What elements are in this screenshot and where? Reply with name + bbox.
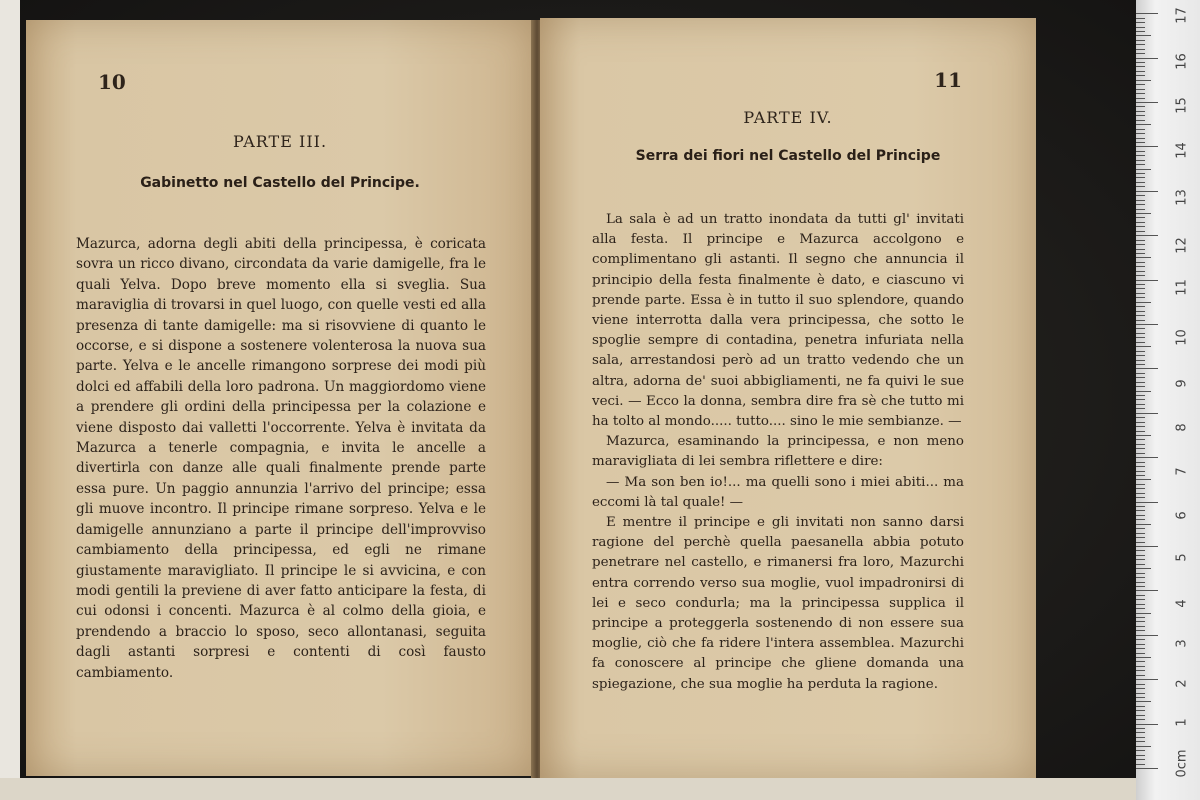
ruler-label: 2 <box>1174 679 1190 688</box>
ruler-tick <box>1136 98 1145 99</box>
ruler-tick <box>1136 510 1145 511</box>
ruler-tick <box>1136 58 1158 59</box>
ruler-tick <box>1136 577 1145 578</box>
ruler-tick <box>1136 18 1145 19</box>
ruler-tick <box>1136 213 1151 214</box>
right-paragraph-1: La sala è ad un tratto inondata da tutti gl' invitati alla festa. Il principe e Mazurca accolgono e complimentano gli astanti. Il segno che annuncia il principio della festa finalmente è dato, e ciascuno vi prende parte. Essa è in tutto il suo splendore, quando viene interrotta dalla vera principessa, che sotto le spoglie sempre di contadina, penetra infuriata nella sala, arrestandosi però ad un tratto vedendo che un altra, adorna de' suoi abbigliamenti, ne fa quivi le sue veci. — Ecco la donna, sembra dire fra sè che tutto mi ha tolto al mondo..... tutto.... sino le mie sembianze. — <box>592 212 964 430</box>
ruler-tick <box>1136 542 1145 543</box>
ruler-tick <box>1136 364 1145 365</box>
ruler-tick <box>1136 249 1145 250</box>
ruler-tick <box>1136 670 1145 671</box>
ruler-label: 15 <box>1174 97 1190 114</box>
ruler-tick <box>1136 444 1145 445</box>
ruler-label: 1 <box>1174 718 1190 727</box>
ruler-tick <box>1136 66 1145 67</box>
ruler-tick <box>1136 710 1145 711</box>
ruler-tick <box>1136 533 1145 534</box>
right-paragraph-3: — Ma son ben io!... ma quelli sono i miei abiti... ma eccomi là tal quale! — <box>592 474 964 510</box>
ruler-tick <box>1136 186 1145 187</box>
ruler-tick <box>1136 377 1145 378</box>
ruler-tick <box>1136 351 1145 352</box>
ruler-tick <box>1136 488 1145 489</box>
ruler-tick <box>1136 457 1158 458</box>
ruler-tick <box>1136 550 1145 551</box>
ruler-tick <box>1136 404 1145 405</box>
right-paragraph-2: Mazurca, esaminando la principessa, e non meno maravigliata di lei sembra riflettere e dire: <box>592 434 964 470</box>
ruler-tick <box>1136 679 1158 680</box>
ruler-tick <box>1136 266 1145 267</box>
ruler-tick <box>1136 719 1145 720</box>
ruler-tick <box>1136 435 1151 436</box>
ruler-tick <box>1136 89 1145 90</box>
ruler-tick <box>1136 311 1145 312</box>
ruler-tick <box>1136 471 1145 472</box>
ruler-tick <box>1136 333 1145 334</box>
ruler-tick <box>1136 337 1145 338</box>
ruler-tick <box>1136 124 1151 125</box>
ruler-tick <box>1136 146 1158 147</box>
ruler-tick <box>1136 120 1145 121</box>
ruler-tick <box>1136 746 1151 747</box>
ruler-tick <box>1136 111 1145 112</box>
right-body-text <box>592 210 964 695</box>
ruler-tick <box>1136 231 1145 232</box>
ruler-tick <box>1136 506 1145 507</box>
ruler-label: 13 <box>1174 189 1190 206</box>
ruler-label: 14 <box>1174 142 1190 159</box>
ruler-tick <box>1136 537 1145 538</box>
ruler-tick <box>1136 608 1145 609</box>
ruler-tick <box>1136 257 1151 258</box>
ruler-label: 4 <box>1174 599 1190 608</box>
ruler-tick <box>1136 630 1145 631</box>
ruler-tick <box>1136 169 1151 170</box>
ruler-tick <box>1136 475 1145 476</box>
page-number-right: 11 <box>934 68 962 92</box>
ruler-tick <box>1136 204 1145 205</box>
ruler-tick <box>1136 386 1145 387</box>
ruler-tick <box>1136 546 1158 547</box>
ruler-tick <box>1136 346 1151 347</box>
ruler-label: 10 <box>1174 329 1190 346</box>
ruler-tick <box>1136 280 1158 281</box>
ruler-tick <box>1136 262 1145 263</box>
ruler-tick <box>1136 222 1145 223</box>
ruler-tick <box>1136 209 1145 210</box>
ruler-tick <box>1136 582 1145 583</box>
ruler-tick <box>1136 302 1151 303</box>
ruler-tick <box>1136 133 1145 134</box>
right-page <box>540 18 1036 778</box>
ruler-tick <box>1136 439 1145 440</box>
ruler-tick <box>1136 462 1145 463</box>
ruler-tick <box>1136 129 1145 130</box>
right-paragraph-4: E mentre il principe e gli invitati non sanno darsi ragione del perchè quella paesanella abbia potuto penetrare nel castello, e rimanersi fra loro, Mazurchi entra correndo verso sua moglie, vuol impadronirsi di lei e seco condurla; ma la principessa supplica il principe a proteggerla sostenendo di non essere sua moglie, ciò che fa ridere l'intera assemblea. Mazurchi fa conoscere al principe che gliene domanda una spiegazione, che sua moglie ha perduta la ragione. <box>592 515 964 692</box>
ruler-tick <box>1136 502 1158 503</box>
ruler-tick <box>1136 315 1145 316</box>
ruler-tick <box>1136 195 1145 196</box>
ruler-tick <box>1136 27 1145 28</box>
ruler-tick <box>1136 715 1145 716</box>
ruler-tick <box>1136 75 1145 76</box>
ruler-tick <box>1136 426 1145 427</box>
ruler-tick <box>1136 621 1145 622</box>
ruler-tick <box>1136 253 1145 254</box>
ruler-tick <box>1136 697 1145 698</box>
ruler-tick <box>1136 324 1158 325</box>
ruler-tick <box>1136 275 1145 276</box>
ruler-tick <box>1136 497 1145 498</box>
ruler-tick <box>1136 40 1145 41</box>
ruler-tick <box>1136 320 1145 321</box>
ruler-label: 9 <box>1174 379 1190 388</box>
left-body-text <box>76 234 486 683</box>
ruler-tick <box>1136 448 1145 449</box>
ruler-label: 0cm <box>1174 749 1190 778</box>
ruler-tick <box>1136 519 1145 520</box>
ruler-tick <box>1136 244 1145 245</box>
ruler-tick <box>1136 666 1145 667</box>
ruler-tick <box>1136 564 1145 565</box>
measuring-ruler <box>1136 0 1200 800</box>
ruler-label: 3 <box>1174 639 1190 648</box>
ruler-label: 8 <box>1174 423 1190 432</box>
ruler-tick <box>1136 284 1145 285</box>
ruler-tick <box>1136 235 1158 236</box>
ruler-tick <box>1136 586 1145 587</box>
ruler-tick <box>1136 701 1151 702</box>
ruler-tick <box>1136 102 1158 103</box>
scene-title-left: Gabinetto nel Castello del Principe. <box>140 175 420 191</box>
page-number-left: 10 <box>98 70 126 94</box>
ruler-tick <box>1136 164 1145 165</box>
ruler-tick <box>1136 399 1145 400</box>
ruler-tick <box>1136 49 1145 50</box>
ruler-tick <box>1136 240 1145 241</box>
ruler-tick <box>1136 297 1145 298</box>
ruler-tick <box>1136 80 1151 81</box>
ruler-tick <box>1136 155 1145 156</box>
ruler-tick <box>1136 706 1145 707</box>
ruler-tick <box>1136 595 1145 596</box>
ruler-tick <box>1136 732 1145 733</box>
ruler-tick <box>1136 590 1158 591</box>
ruler-tick <box>1136 200 1145 201</box>
ruler-tick <box>1136 382 1145 383</box>
ruler-tick <box>1136 604 1145 605</box>
ruler-tick <box>1136 306 1145 307</box>
ruler-tick <box>1136 648 1145 649</box>
ruler-label: 12 <box>1174 237 1190 254</box>
ruler-tick <box>1136 177 1145 178</box>
ruler-tick <box>1136 44 1145 45</box>
ruler-tick <box>1136 466 1145 467</box>
ruler-tick <box>1136 568 1151 569</box>
ruler-tick <box>1136 373 1145 374</box>
ruler-label: 16 <box>1174 53 1190 70</box>
ruler-tick <box>1136 613 1151 614</box>
ruler-label: 11 <box>1174 279 1190 296</box>
ruler-tick <box>1136 750 1145 751</box>
ruler-tick <box>1136 417 1145 418</box>
ruler-tick <box>1136 484 1145 485</box>
ruler-tick <box>1136 639 1145 640</box>
ruler-tick <box>1136 217 1145 218</box>
ruler-tick <box>1136 555 1145 556</box>
ruler-tick <box>1136 138 1145 139</box>
ruler-tick <box>1136 160 1145 161</box>
ruler-tick <box>1136 22 1145 23</box>
ruler-tick <box>1136 391 1151 392</box>
ruler-tick <box>1136 559 1145 560</box>
background-card <box>0 0 20 800</box>
ruler-tick <box>1136 693 1145 694</box>
ruler-tick <box>1136 271 1145 272</box>
ruler-tick <box>1136 413 1158 414</box>
part-title-right: PARTE IV. <box>743 108 833 127</box>
ruler-tick <box>1136 599 1145 600</box>
ruler-tick <box>1136 151 1145 152</box>
ruler-tick <box>1136 755 1145 756</box>
ruler-tick <box>1136 408 1145 409</box>
ruler-tick <box>1136 84 1145 85</box>
ruler-tick <box>1136 653 1145 654</box>
part-title-left: PARTE III. <box>232 132 328 151</box>
ruler-tick <box>1136 737 1145 738</box>
ruler-tick <box>1136 422 1145 423</box>
ruler-tick <box>1136 142 1145 143</box>
ruler-tick <box>1136 360 1145 361</box>
ruler-tick <box>1136 106 1145 107</box>
ruler-tick <box>1136 661 1145 662</box>
ruler-tick <box>1136 724 1158 725</box>
ruler-tick <box>1136 515 1145 516</box>
ruler-tick <box>1136 191 1158 192</box>
ruler-tick <box>1136 31 1145 32</box>
ruler-tick <box>1136 479 1151 480</box>
ruler-tick <box>1136 431 1145 432</box>
ruler-tick <box>1136 644 1145 645</box>
ruler-tick <box>1136 53 1145 54</box>
ruler-tick <box>1136 115 1145 116</box>
ruler-tick <box>1136 684 1145 685</box>
ruler-tick <box>1136 62 1145 63</box>
ruler-tick <box>1136 573 1145 574</box>
ruler-tick <box>1136 453 1145 454</box>
ruler-tick <box>1136 355 1145 356</box>
ruler-label: 6 <box>1174 511 1190 520</box>
ruler-tick <box>1136 13 1158 14</box>
ruler-tick <box>1136 226 1145 227</box>
ruler-tick <box>1136 617 1145 618</box>
ruler-tick <box>1136 528 1145 529</box>
ruler-tick <box>1136 173 1145 174</box>
ruler-tick <box>1136 728 1145 729</box>
ruler-tick <box>1136 35 1151 36</box>
ruler-tick <box>1136 368 1158 369</box>
ruler-tick <box>1136 493 1145 494</box>
background-strip <box>0 778 1140 800</box>
ruler-tick <box>1136 524 1151 525</box>
ruler-tick <box>1136 395 1145 396</box>
left-paragraph: Mazurca, adorna degli abiti della principessa, è coricata sovra un ricco divano, circondata da varie damigelle, fra le quali Yelva. Dopo breve momento ella si sveglia. Sua maraviglia di trovarsi in quel luogo, con quelle vesti ed alla presenza di tante damigelle: ma si risovviene di quanto le occorse, e si dispone a sostenere volenterosa la nuova sua parte. Yelva e le ancelle rimangono sorprese dei modi più dolci ed affabili della loro padrona. Un maggiordomo viene a prendere gli ordini della principessa per la colazione e viene disposto dai valletti l'occorrente. Yelva è invitata da Mazurca a tenerle compagnia, e invita le ancelle a divertirla con danze alle quali finalmente prende parte essa pure. Un paggio annunzia l'arrivo del principe; essa gli muove incontro. Il principe rimane sorpreso. Yelva e le damigelle annunziano a parte il principe dell'improvviso cambiamento della principessa, ed egli ne rimane giustamente maravigliato. Il principe le si avvicina, e con modi gentili la previene di aver fatto anticipare la festa, di cui odonsi i concenti. Mazurca è al colmo della gioia, e prendendo a braccio lo sposo, seco allontanasi, seguita dagli astanti sorpresi e contenti di così fausto cambiamento. <box>76 236 486 681</box>
scene-title-right: Serra dei fiori nel Castello del Principe <box>635 148 941 164</box>
ruler-tick <box>1136 293 1145 294</box>
ruler-tick <box>1136 626 1145 627</box>
ruler-tick <box>1136 657 1151 658</box>
ruler-tick <box>1136 635 1158 636</box>
ruler-label: 7 <box>1174 467 1190 476</box>
ruler-tick <box>1136 688 1145 689</box>
ruler-tick <box>1136 759 1145 760</box>
ruler-tick <box>1136 675 1145 676</box>
ruler-tick <box>1136 93 1145 94</box>
ruler-tick <box>1136 342 1145 343</box>
ruler-tick <box>1136 741 1145 742</box>
ruler-tick <box>1136 71 1145 72</box>
ruler-label: 5 <box>1174 553 1190 562</box>
ruler-tick <box>1136 764 1145 765</box>
ruler-label: 17 <box>1174 7 1190 24</box>
ruler-tick <box>1136 768 1158 769</box>
ruler-tick <box>1136 288 1145 289</box>
ruler-tick <box>1136 182 1145 183</box>
ruler-tick <box>1136 328 1145 329</box>
left-page <box>26 20 534 776</box>
